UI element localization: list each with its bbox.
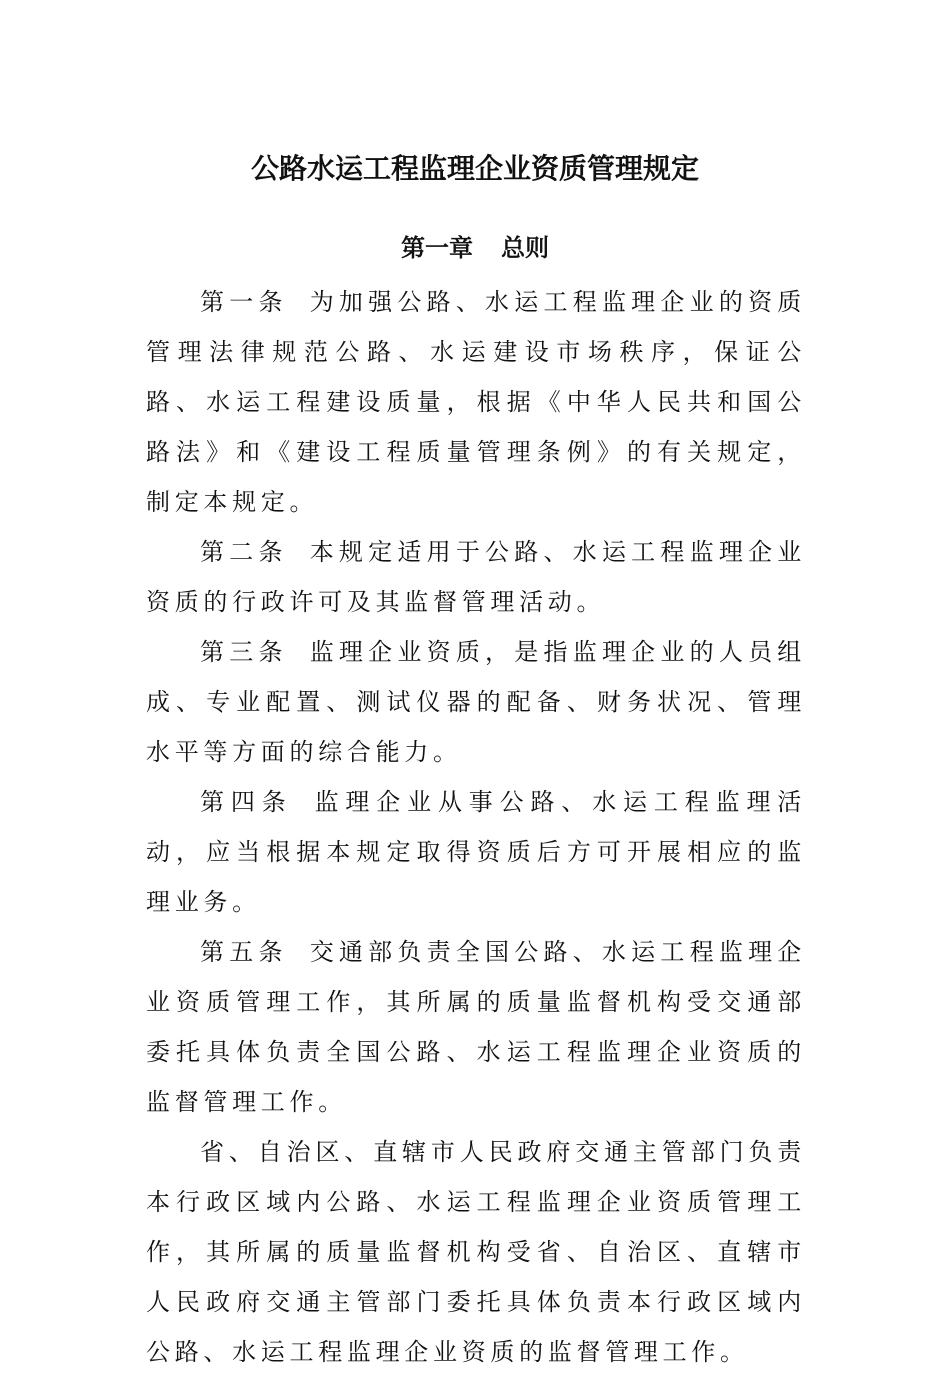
article-2 (146, 527, 806, 627)
article-label: 第二条 (200, 538, 288, 566)
article-text: 省、自治区、直辖市人民政府交通主管部门负责本行政区域内公路、水运工程监理企业资质管理工作，其所属的质量监督机构受省、自治区、直辖市人民政府交通主管部门委托具体负责本行政区域内公路、水运工程监理企业资质的监督管理工作。 (146, 1138, 806, 1366)
article-1 (146, 277, 806, 527)
article-text: 本规定适用于公路、水运工程监理企业资质的行政许可及其监督管理活动。 (146, 538, 806, 616)
document-title: 公路水运工程监理企业资质管理规定 (250, 151, 699, 185)
chapter-name: 总则 (501, 234, 549, 262)
article-label: 第一条 (200, 288, 288, 316)
chapter-number: 第一章 (401, 234, 473, 262)
article-text: 交通部负责全国公路、水运工程监理企业资质管理工作，其所属的质量监督机构受交通部委托具体负责全国公路、水运工程监理企业资质的监督管理工作。 (146, 938, 806, 1116)
article-label: 第五条 (200, 938, 288, 966)
article-text: 为加强公路、水运工程监理企业的资质管理法律规范公路、水运建设市场秩序，保证公路、水运工程建设质量，根据《中华人民共和国公路法》和《建设工程质量管理条例》的有关规定，制定本规定。 (146, 288, 806, 516)
article-5 (146, 927, 806, 1127)
article-5-continued (146, 1127, 806, 1377)
chapter-heading (0, 230, 950, 266)
article-label: 第三条 (200, 638, 288, 666)
article-text: 监理企业从事公路、水运工程监理活动，应当根据本规定取得资质后方可开展相应的监理业务。 (146, 788, 807, 916)
article-3 (146, 627, 806, 777)
article-text: 监理企业资质，是指监理企业的人员组成、专业配置、测试仪器的配备、财务状况、管理水平等方面的综合能力。 (146, 638, 806, 766)
article-4 (146, 777, 806, 927)
article-label: 第四条 (200, 788, 293, 816)
document-body (146, 277, 806, 1377)
